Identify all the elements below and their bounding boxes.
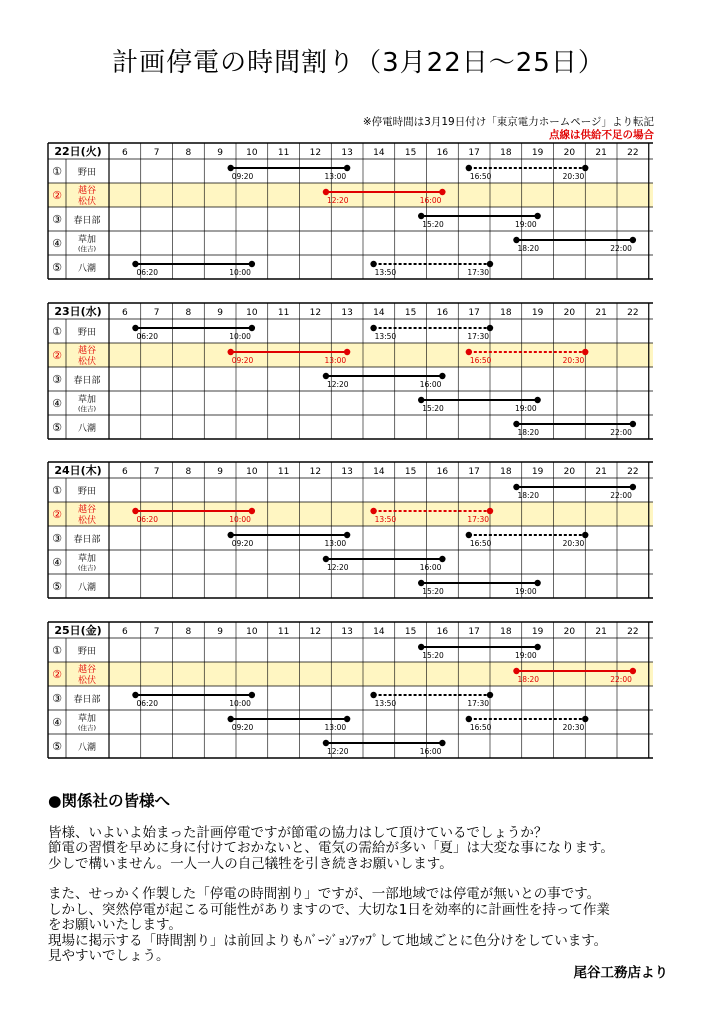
segment-start-dot: [370, 508, 376, 514]
hour-tick-label: 19: [531, 308, 544, 318]
hour-tick-label: 17: [468, 467, 480, 477]
segment-start-dot: [466, 165, 472, 171]
segment-end-dot: [439, 740, 445, 746]
hour-tick-label: 22: [627, 627, 639, 637]
message-line: 節電の習慣を早めに身に付けておかないと、電気の需給が多い「夏」は大変な事になります。: [48, 840, 614, 856]
segment-end-dot: [344, 349, 350, 355]
segment-start-time: 16:50: [469, 539, 492, 548]
hour-tick-label: 9: [217, 148, 223, 158]
segment-start-time: 16:50: [469, 172, 492, 181]
day-label: 23日(水): [54, 305, 102, 318]
segment-end-time: 19:00: [515, 587, 537, 596]
row-number: ⑤: [52, 261, 62, 274]
hour-tick-label: 22: [627, 467, 639, 477]
segment-end-dot: [630, 237, 636, 243]
hour-tick-label: 18: [500, 308, 512, 318]
segment-end-dot: [487, 508, 493, 514]
row-number: ④: [52, 237, 62, 250]
segment-end-time: 20:30: [562, 723, 585, 732]
segment-end-time: 20:30: [562, 172, 585, 181]
segment-end-time: 20:30: [562, 356, 585, 365]
hour-tick-label: 7: [153, 467, 160, 477]
message-paragraph-1: [48, 826, 688, 873]
hour-tick-label: 15: [404, 467, 417, 477]
message-line: をお願いいたします。: [48, 917, 182, 933]
hour-tick-label: 19: [531, 148, 544, 158]
hour-tick-label: 11: [277, 308, 290, 318]
hour-tick-label: 16: [436, 627, 449, 637]
segment-start-dot: [370, 692, 376, 698]
segment-start-dot: [323, 556, 329, 562]
row-number: ⑤: [52, 421, 62, 434]
segment-end-dot: [630, 668, 636, 674]
segment-start-time: 06:20: [136, 699, 159, 708]
segment-end-time: 22:00: [610, 491, 632, 500]
segment-end-time: 22:00: [610, 675, 632, 684]
row-number: ③: [52, 692, 62, 705]
row-area-name: 松伏: [77, 676, 97, 686]
row-number: ②: [52, 508, 62, 521]
segment-start-dot: [513, 237, 519, 243]
hour-tick-label: 6: [122, 627, 128, 637]
row-number: ②: [52, 189, 62, 202]
segment-end-dot: [439, 556, 445, 562]
row-number: ④: [52, 556, 62, 569]
hour-tick-label: 14: [373, 148, 385, 158]
row-area-name: 野田: [77, 487, 97, 497]
hour-tick-label: 20: [563, 148, 576, 158]
hour-tick-label: 12: [309, 148, 322, 158]
segment-end-dot: [249, 692, 255, 698]
segment-start-time: 16:50: [469, 723, 492, 732]
row-number: ③: [52, 213, 62, 226]
segment-end-dot: [582, 716, 588, 722]
message-heading: ●関係社の皆様へ: [48, 792, 171, 810]
row-number: ②: [52, 668, 62, 681]
hour-tick-label: 21: [595, 627, 607, 637]
segment-end-dot: [439, 189, 445, 195]
segment-start-time: 18:20: [517, 428, 540, 437]
hour-tick-label: 19: [531, 627, 544, 637]
segment-start-time: 15:20: [422, 404, 444, 413]
segment-start-time: 15:20: [422, 220, 444, 229]
hour-tick-label: 18: [500, 627, 512, 637]
segment-start-dot: [466, 349, 472, 355]
hour-tick-label: 14: [373, 467, 385, 477]
segment-end-dot: [344, 532, 350, 538]
row-area-name: 野田: [77, 168, 97, 178]
segment-end-time: 13:00: [324, 172, 347, 181]
hour-tick-label: 17: [468, 148, 480, 158]
segment-end-dot: [582, 165, 588, 171]
hour-tick-label: 12: [309, 308, 322, 318]
row-area-name: 草加: [77, 395, 97, 405]
segment-end-time: 10:00: [229, 268, 251, 277]
segment-end-time: 16:00: [419, 747, 442, 756]
segment-start-dot: [132, 692, 138, 698]
message-line: しかし、突然停電が起こる可能性がありますので、大切な1日を効率的に計画性を持って作業: [48, 901, 610, 918]
segment-end-dot: [439, 373, 445, 379]
hour-tick-label: 9: [217, 627, 223, 637]
segment-start-dot: [513, 668, 519, 674]
hour-tick-label: 12: [309, 627, 322, 637]
hour-tick-label: 20: [563, 467, 576, 477]
segment-start-time: 15:20: [422, 587, 444, 596]
row-number: ①: [52, 165, 62, 178]
row-area-name: 八潮: [77, 583, 97, 593]
row-area-name: 松伏: [77, 357, 97, 367]
hour-tick-label: 8: [185, 467, 192, 477]
hour-tick-label: 14: [373, 308, 385, 318]
row-number: ⑤: [52, 740, 62, 753]
segment-start-dot: [228, 165, 234, 171]
hour-tick-label: 10: [246, 627, 258, 637]
hour-tick-label: 10: [246, 467, 258, 477]
row-area-name: 八潮: [77, 424, 97, 434]
day-label: 22日(火): [54, 145, 102, 158]
row-number: ①: [52, 325, 62, 338]
segment-start-time: 06:20: [136, 268, 159, 277]
segment-end-dot: [534, 397, 540, 403]
row-number: ④: [52, 716, 62, 729]
row-area-name: 八潮: [77, 264, 97, 274]
hour-tick-label: 16: [436, 467, 449, 477]
segment-start-time: 15:20: [422, 651, 444, 660]
row-area-name: 草加: [77, 554, 97, 564]
row-area-name: 春日部: [73, 535, 101, 545]
source-note-text: ※停電時間は3月19日付け「東京電力ホームページ」より転記: [362, 116, 654, 128]
segment-end-dot: [487, 325, 493, 331]
hour-tick-label: 15: [404, 148, 417, 158]
segment-end-time: 16:00: [419, 380, 442, 389]
hour-tick-label: 10: [246, 308, 258, 318]
segment-start-time: 18:20: [517, 491, 540, 500]
segment-end-dot: [582, 532, 588, 538]
row-number: ⑤: [52, 580, 62, 593]
segment-start-dot: [418, 397, 424, 403]
hour-tick-label: 20: [563, 627, 576, 637]
row-area-name: 松伏: [77, 516, 97, 526]
segment-end-dot: [249, 325, 255, 331]
segment-start-dot: [323, 373, 329, 379]
hour-tick-label: 15: [404, 308, 417, 318]
segment-start-time: 13:50: [374, 515, 397, 524]
row-area-name: 越谷: [77, 505, 97, 515]
segment-end-time: 17:30: [467, 515, 489, 524]
message-paragraph-2: [48, 887, 688, 965]
message-section: [48, 794, 688, 981]
segment-start-time: 18:20: [517, 244, 540, 253]
segment-end-dot: [630, 484, 636, 490]
segment-start-dot: [132, 325, 138, 331]
hour-tick-label: 6: [122, 467, 128, 477]
hour-tick-label: 17: [468, 627, 480, 637]
hour-tick-label: 11: [277, 627, 290, 637]
hour-tick-label: 13: [341, 467, 353, 477]
row-area-name: 越谷: [77, 346, 97, 356]
segment-start-time: 09:20: [231, 356, 254, 365]
hour-tick-label: 8: [185, 308, 192, 318]
hour-tick-label: 14: [373, 627, 385, 637]
message-line: また、せっかく作製した「停電の時間割り」ですが、一部地域では停電が無いとの事です。: [48, 886, 601, 902]
row-area-name: 野田: [77, 647, 97, 657]
segment-end-dot: [344, 165, 350, 171]
hour-tick-label: 8: [185, 627, 192, 637]
segment-start-time: 12:20: [326, 563, 349, 572]
hour-tick-label: 9: [217, 467, 223, 477]
hour-tick-label: 10: [246, 148, 258, 158]
segment-end-time: 20:30: [562, 539, 585, 548]
segment-end-dot: [534, 213, 540, 219]
segment-start-time: 13:50: [374, 332, 397, 341]
segment-end-time: 19:00: [515, 651, 537, 660]
hour-tick-label: 6: [122, 148, 128, 158]
segment-start-time: 18:20: [517, 675, 540, 684]
row-area-sub: (住吉): [77, 724, 97, 732]
segment-end-time: 22:00: [610, 244, 632, 253]
segment-start-dot: [418, 580, 424, 586]
segment-start-time: 09:20: [231, 539, 254, 548]
hour-tick-label: 19: [531, 467, 544, 477]
message-line: 少しで構いません。一人一人の自己犠牲を引き続きお願いします。: [48, 855, 453, 872]
segment-end-dot: [487, 261, 493, 267]
segment-start-dot: [323, 740, 329, 746]
message-line: 皆様、いよいよ始まった計画停電ですが節電の協力はして頂けているでしょうか？: [48, 824, 548, 841]
segment-start-dot: [418, 644, 424, 650]
row-area-name: 八潮: [77, 743, 97, 753]
hour-tick-label: 22: [627, 148, 639, 158]
signature: 尾谷工務店より: [573, 964, 668, 981]
segment-end-time: 17:30: [467, 268, 489, 277]
hour-tick-label: 18: [500, 148, 512, 158]
segment-start-dot: [132, 261, 138, 267]
segment-start-dot: [228, 532, 234, 538]
hour-tick-label: 21: [595, 148, 607, 158]
page-title: 計画停電の時間割り（3月22日～25日）: [112, 48, 605, 78]
segment-start-dot: [370, 325, 376, 331]
segment-end-dot: [249, 261, 255, 267]
message-line: 現場に掲示する「時間割り」は前回よりもﾊﾞｰｼﾞｮﾝｱｯﾌﾟして地域ごとに色分けをしています。: [48, 932, 608, 949]
hour-tick-label: 22: [627, 308, 639, 318]
segment-start-time: 12:20: [326, 747, 349, 756]
highlight-row-bg: [48, 662, 653, 686]
segment-end-time: 22:00: [610, 428, 632, 437]
segment-start-dot: [466, 716, 472, 722]
hour-tick-label: 7: [153, 627, 160, 637]
segment-end-time: 13:00: [324, 723, 347, 732]
segment-start-dot: [513, 421, 519, 427]
segment-end-time: 13:00: [324, 539, 347, 548]
segment-start-time: 13:50: [374, 268, 397, 277]
hour-tick-label: 21: [595, 308, 607, 318]
row-area-name: 草加: [77, 714, 97, 724]
segment-end-dot: [534, 644, 540, 650]
segment-end-dot: [487, 692, 493, 698]
row-number: ①: [52, 484, 62, 497]
row-area-name: 越谷: [77, 665, 97, 675]
hour-tick-label: 12: [309, 467, 322, 477]
segment-start-time: 09:20: [231, 723, 254, 732]
hour-tick-label: 13: [341, 148, 353, 158]
segment-start-time: 12:20: [326, 380, 349, 389]
message-line: 見やすいでしょう。: [48, 948, 170, 964]
hour-tick-label: 7: [153, 148, 160, 158]
segment-start-time: 09:20: [231, 172, 254, 181]
hour-tick-label: 17: [468, 308, 480, 318]
segment-end-time: 13:00: [324, 356, 347, 365]
segment-start-dot: [323, 189, 329, 195]
row-number: ①: [52, 644, 62, 657]
segment-end-time: 19:00: [515, 220, 537, 229]
hour-tick-label: 21: [595, 467, 607, 477]
segment-end-dot: [582, 349, 588, 355]
segment-start-dot: [466, 532, 472, 538]
row-area-name: 春日部: [73, 376, 101, 386]
row-area-name: 野田: [77, 328, 97, 338]
segment-end-time: 10:00: [229, 332, 251, 341]
row-area-name: 草加: [77, 235, 97, 245]
hour-tick-label: 13: [341, 308, 353, 318]
segment-start-dot: [418, 213, 424, 219]
hour-tick-label: 11: [277, 148, 290, 158]
segment-start-time: 13:50: [374, 699, 397, 708]
segment-start-time: 06:20: [136, 515, 159, 524]
hour-tick-label: 18: [500, 467, 512, 477]
segment-start-dot: [132, 508, 138, 514]
hour-tick-label: 20: [563, 308, 576, 318]
hour-tick-label: 13: [341, 627, 353, 637]
row-number: ③: [52, 373, 62, 386]
row-number: ④: [52, 397, 62, 410]
day-label: 25日(金): [54, 624, 102, 637]
segment-end-dot: [534, 580, 540, 586]
hour-tick-label: 9: [217, 308, 223, 318]
segment-start-dot: [228, 349, 234, 355]
segment-end-time: 17:30: [467, 699, 489, 708]
day-label: 24日(木): [54, 464, 102, 477]
segment-end-dot: [249, 508, 255, 514]
hour-tick-label: 11: [277, 467, 290, 477]
row-area-sub: (住吉): [77, 564, 97, 572]
row-number: ③: [52, 532, 62, 545]
hour-tick-label: 7: [153, 308, 160, 318]
row-area-sub: (住吉): [77, 245, 97, 253]
segment-start-time: 12:20: [326, 196, 349, 205]
hour-tick-label: 8: [185, 148, 192, 158]
segment-start-time: 06:20: [136, 332, 159, 341]
highlight-row-bg: [48, 183, 653, 207]
segment-start-time: 16:50: [469, 356, 492, 365]
segment-end-time: 10:00: [229, 515, 251, 524]
row-area-name: 春日部: [73, 216, 101, 226]
segment-end-dot: [630, 421, 636, 427]
hour-tick-label: 16: [436, 148, 449, 158]
segment-start-dot: [370, 261, 376, 267]
dashed-line-legend: 点線は供給不足の場合: [549, 129, 654, 141]
hour-tick-label: 6: [122, 308, 128, 318]
segment-end-time: 17:30: [467, 332, 489, 341]
segment-start-dot: [513, 484, 519, 490]
row-area-sub: (住吉): [77, 405, 97, 413]
row-number: ②: [52, 349, 62, 362]
hour-tick-label: 15: [404, 627, 417, 637]
row-area-name: 松伏: [77, 197, 97, 207]
segment-end-time: 16:00: [419, 563, 442, 572]
segment-start-dot: [228, 716, 234, 722]
row-area-name: 越谷: [77, 186, 97, 196]
segment-end-time: 19:00: [515, 404, 537, 413]
row-area-name: 春日部: [73, 695, 101, 705]
segment-end-time: 16:00: [419, 196, 442, 205]
segment-end-dot: [344, 716, 350, 722]
segment-end-time: 10:00: [229, 699, 251, 708]
hour-tick-label: 16: [436, 308, 449, 318]
